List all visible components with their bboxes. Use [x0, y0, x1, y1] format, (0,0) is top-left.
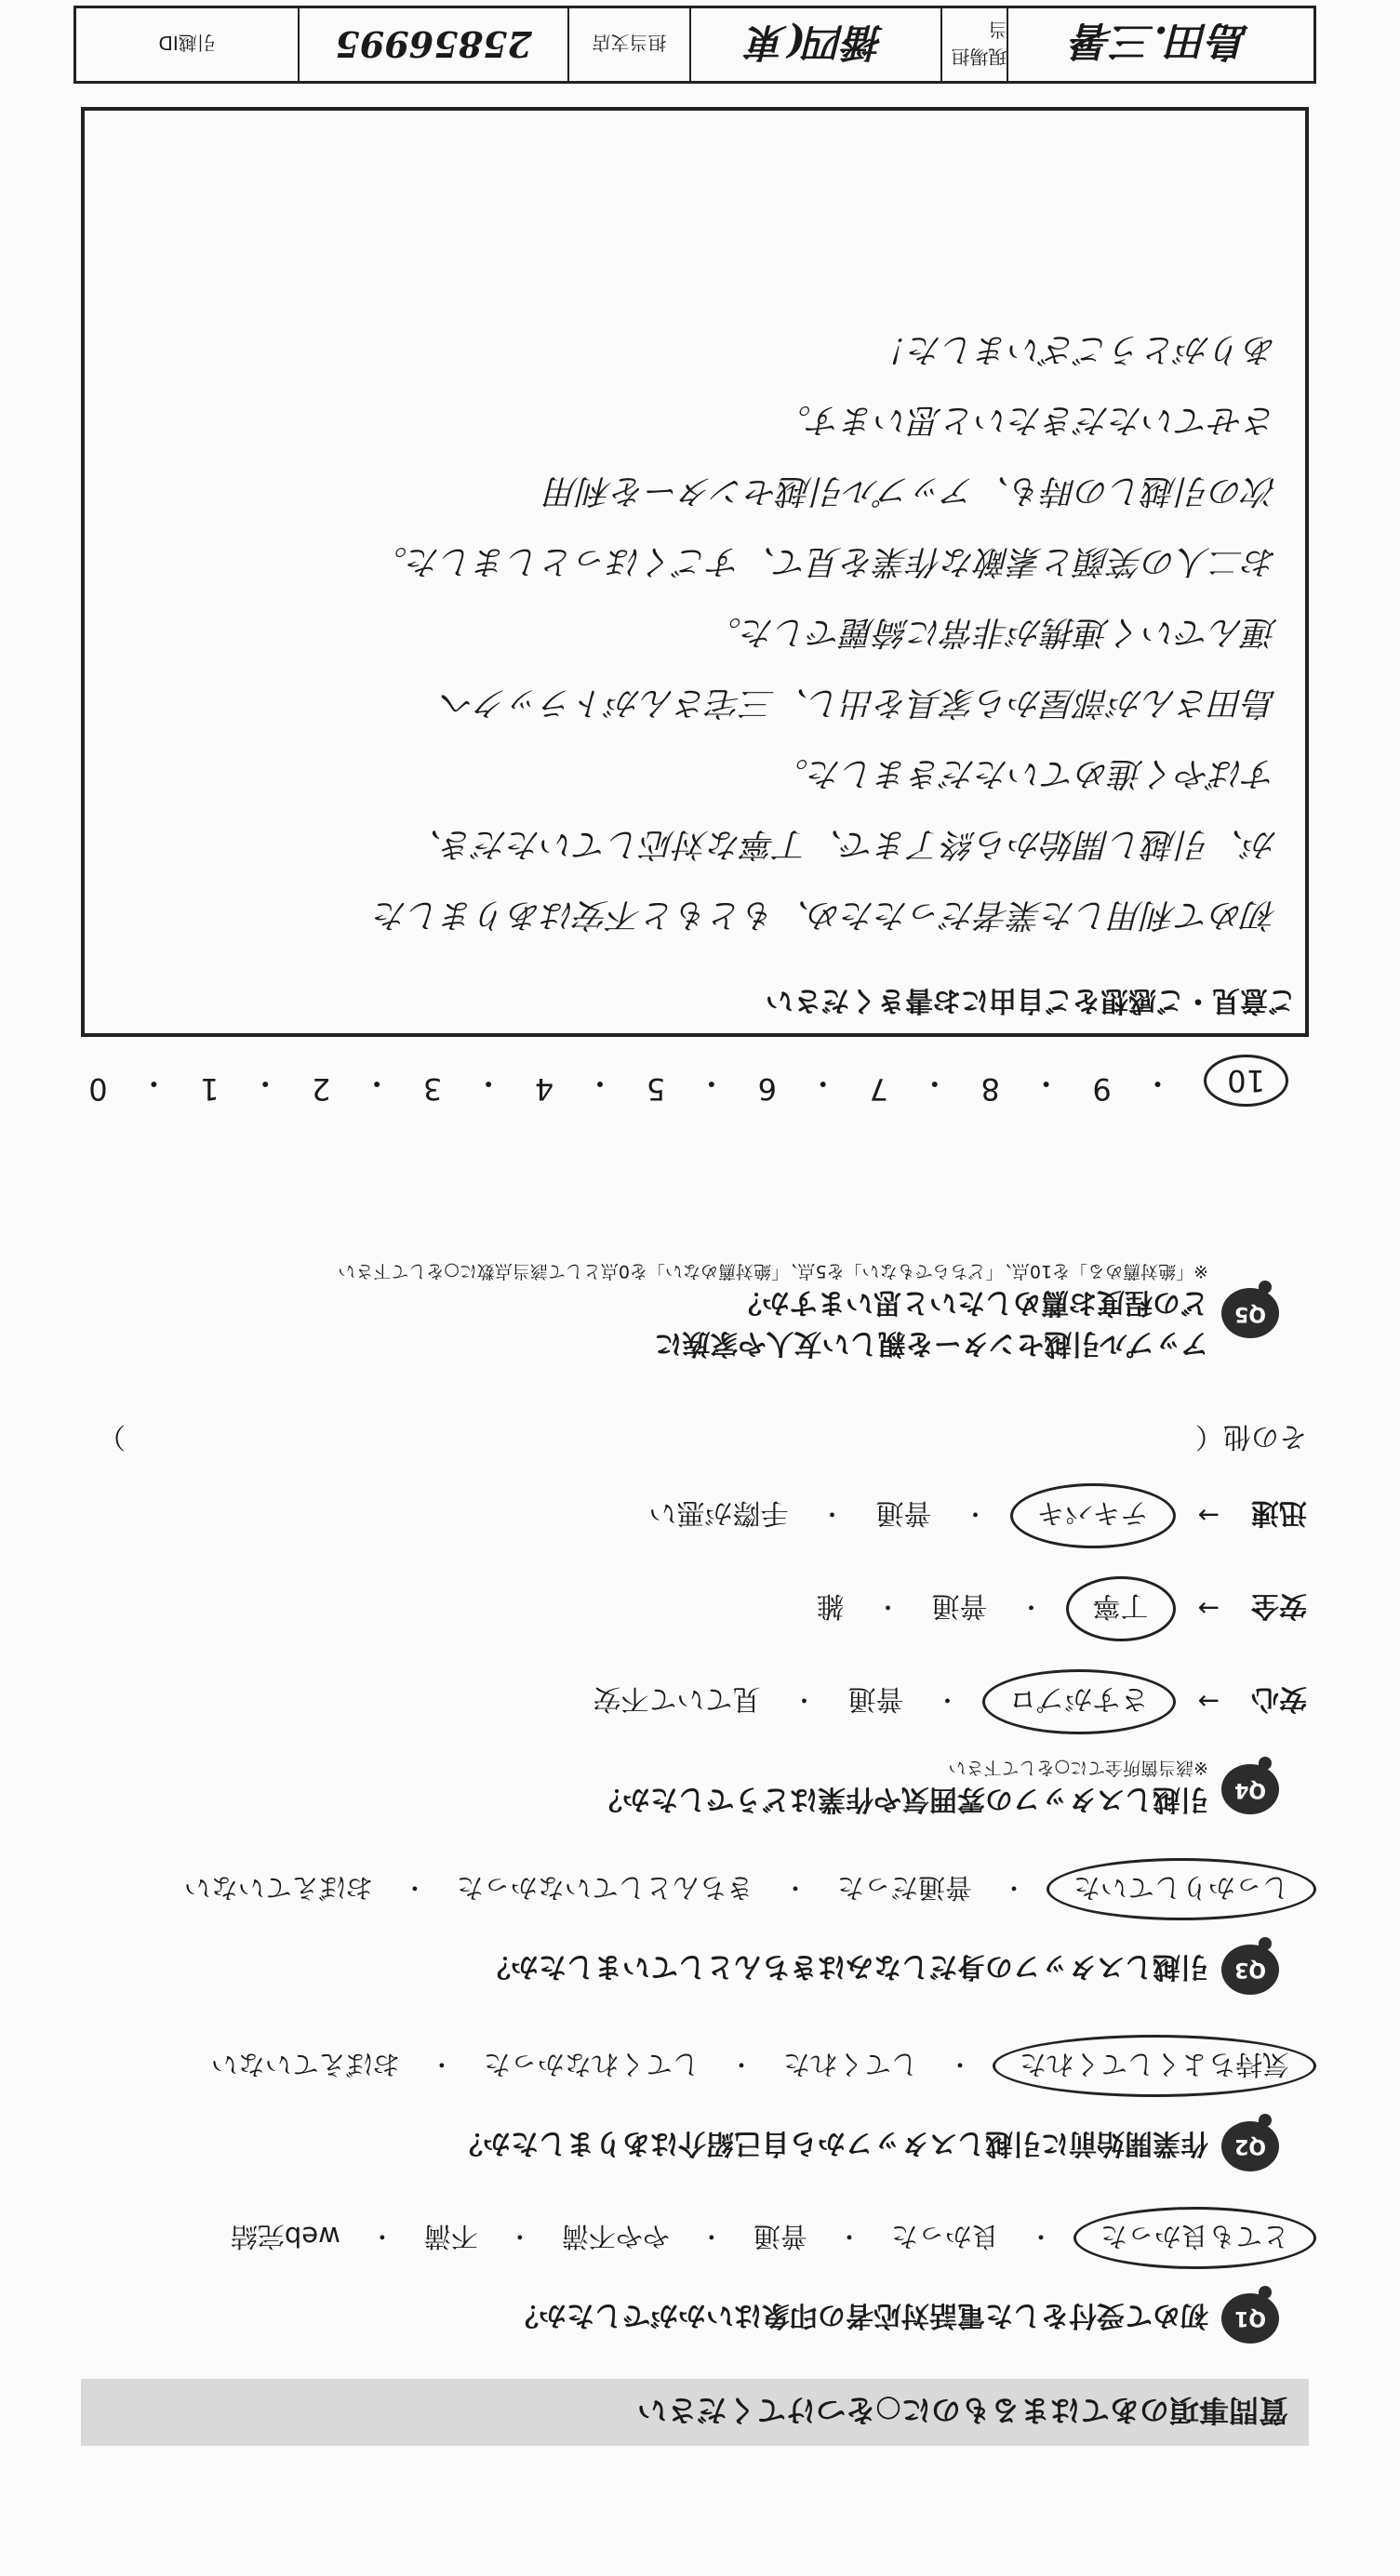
- q4-header: [594, 1757, 1279, 1823]
- q4-speed-normal[interactable]: 普通: [875, 1496, 932, 1529]
- q3-option-not-neat[interactable]: きちんとしていなかった: [456, 1872, 753, 1904]
- comment-line: 次の引越しの時も、アップル引越センターを利用: [545, 471, 1277, 510]
- q4-row-safety: 安全 → 丁寧 ・ 普通 ・ 雑: [807, 1576, 1308, 1641]
- q4-safety-normal[interactable]: 普通: [931, 1589, 988, 1622]
- q4-safety-rough[interactable]: 雑: [816, 1589, 845, 1622]
- q1-option-web[interactable]: web完結: [230, 2221, 340, 2252]
- q1-options: とても良かった ・ 良かった ・ 普通 ・ やや不満 ・ 不満 ・ web完結: [221, 2207, 1316, 2269]
- q5-score-1[interactable]: 1: [200, 1071, 220, 1107]
- q5-score-2[interactable]: 2: [312, 1071, 331, 1107]
- q5-badge: Q5: [1221, 1289, 1279, 1339]
- q2-options: 気持ちよくしてくれた ・ してくれた ・ してくれなかった ・ おぼえていない: [202, 2035, 1316, 2097]
- comment-line: 島田さんが部屋から家具を出し、三宅さんがトラックへ: [440, 684, 1277, 722]
- comment-title: ご意見・ご感想をご自由にお書きください: [766, 984, 1296, 1016]
- q5-score-7[interactable]: 7: [869, 1071, 888, 1107]
- q1-option-normal[interactable]: 普通: [753, 2221, 807, 2252]
- q5-scale: 10 ・ 9 ・ 8 ・ 7 ・ 6 ・ 5 ・ 4 ・ 3 ・ 2 ・ 1 ・ 0: [88, 1055, 1288, 1107]
- arrow-icon: →: [1197, 1593, 1220, 1625]
- q4-note: ※該当箇所全てに○をして下さい: [948, 1758, 1208, 1778]
- q4-badge: Q4: [1221, 1765, 1279, 1815]
- q4-security-uneasy[interactable]: 見ていて不安: [593, 1682, 761, 1715]
- q3-title: 引越しスタッフの身だしなみはきちんとしていましたか？: [483, 1950, 1208, 1983]
- staff-name-label: 現場担当: [940, 8, 1007, 81]
- q4-other-close: ）: [98, 1420, 126, 1453]
- q1-header: [511, 2293, 1279, 2344]
- q1-option-dissatisfied[interactable]: 不満: [423, 2221, 478, 2252]
- q2-option-no[interactable]: してくれなかった: [483, 2049, 700, 2080]
- q4-row-security: 安心 → さすがプロ ・ 普通 ・ 見ていて不安: [584, 1669, 1308, 1734]
- q2-title: 作業開始前に引越しスタッフから自己紹介はありましたか？: [455, 2127, 1208, 2159]
- q4-speed-clumsy[interactable]: 手際が悪い: [648, 1496, 789, 1529]
- q4-label-security: 安心: [1251, 1682, 1307, 1715]
- comment-text: [113, 313, 1277, 949]
- comment-line: させていただきたいと思います。: [777, 401, 1277, 439]
- q5-note: ※「絶対薦める」を10点、「どちらでもない」を5点、「絶対薦めない」を0点として該当点数に○をして下さい: [338, 1261, 1208, 1281]
- q3-options: しっかりしていた ・ 普通だった ・ きちんとしていなかった ・ おぼえていない: [175, 1858, 1316, 1920]
- q2-option-dont-remember[interactable]: おぼえていない: [210, 2049, 400, 2080]
- comment-line: すばやく進めていただきました。: [774, 754, 1277, 792]
- q5-score-9[interactable]: 9: [1092, 1071, 1112, 1107]
- q4-security-pro[interactable]: さすがプロ: [982, 1669, 1176, 1734]
- instructions-banner: 質問事項のあてはまるものに○をつけてください: [81, 2379, 1309, 2446]
- q4-safety-careful[interactable]: 丁寧: [1066, 1576, 1176, 1641]
- arrow-icon: →: [1197, 1686, 1220, 1718]
- q5-score-8[interactable]: 8: [980, 1071, 1000, 1107]
- q5-score-10[interactable]: 10: [1204, 1055, 1288, 1107]
- q1-option-good[interactable]: 良かった: [890, 2221, 999, 2252]
- staff-name-value: 島田.三暑: [1007, 8, 1313, 81]
- q4-other: [98, 1419, 1307, 1460]
- q3-option-dont-remember[interactable]: おぼえていない: [183, 1872, 373, 1904]
- q3-badge: Q3: [1221, 1945, 1279, 1995]
- q5-score-6[interactable]: 6: [757, 1071, 778, 1107]
- comment-line: が、引越し開始から終了まで、丁寧な対応していただき、: [408, 825, 1277, 863]
- arrow-icon: →: [1197, 1500, 1220, 1532]
- comment-box[interactable]: [81, 107, 1309, 1037]
- q4-other-label: その他（: [1195, 1420, 1307, 1453]
- q4-title: 引越しスタッフの雰囲気や作業はどうでしたか？: [594, 1783, 1208, 1815]
- q5-score-5[interactable]: 5: [646, 1071, 666, 1107]
- branch-label: 担当支店: [567, 8, 689, 81]
- q4-speed-efficient[interactable]: テキパキ: [1010, 1483, 1176, 1548]
- comment-line: 初めて利用した業者だったため、もともと不安はありました: [374, 896, 1277, 934]
- q2-option-yes[interactable]: してくれた: [782, 2049, 918, 2080]
- q4-security-normal[interactable]: 普通: [847, 1682, 904, 1715]
- q1-option-somewhat-dissatisfied[interactable]: やや不満: [561, 2221, 670, 2252]
- header-table: [73, 6, 1316, 84]
- q4-row-speed: 迅速 → テキパキ ・ 普通 ・ 手際が悪い: [640, 1483, 1308, 1548]
- comment-line: 運んでいく連携が非常に綺麗でした。: [707, 613, 1277, 651]
- q2-option-pleasant[interactable]: 気持ちよくしてくれた: [993, 2035, 1316, 2097]
- q5-title-line1: アップル引越センターを親しい友人や家族に: [654, 1327, 1208, 1360]
- id-label: 引越ID: [158, 32, 216, 55]
- q2-header: [455, 2121, 1279, 2171]
- q3-header: [483, 1945, 1279, 1995]
- q1-badge: Q1: [1221, 2293, 1279, 2344]
- q1-title: 初めて受付をした電話対応者の印象はいかがでしたか？: [511, 2299, 1208, 2331]
- q5-score-4[interactable]: 4: [534, 1071, 554, 1107]
- q3-option-normal[interactable]: 普通だった: [836, 1872, 972, 1904]
- q5-score-3[interactable]: 3: [422, 1071, 443, 1107]
- q5-header: [338, 1260, 1279, 1367]
- q4-label-speed: 迅速: [1251, 1496, 1307, 1529]
- comment-line: ありがとうございました！: [874, 330, 1277, 368]
- q4-label-safety: 安全: [1251, 1589, 1307, 1622]
- q3-option-neat[interactable]: しっかりしていた: [1047, 1858, 1316, 1920]
- q2-badge: Q2: [1221, 2121, 1279, 2171]
- q5-score-0[interactable]: 0: [88, 1071, 108, 1107]
- q5-title-line2: どの程度お薦めしたいと思いますか？: [734, 1286, 1208, 1319]
- id-value: 25856995: [298, 8, 567, 81]
- branch-value: 播四(東: [689, 8, 940, 81]
- q1-option-very-good[interactable]: とても良かった: [1073, 2207, 1316, 2269]
- comment-line: お二人の笑顔と素敵な作業を見て、すごくほっとしました。: [373, 542, 1277, 580]
